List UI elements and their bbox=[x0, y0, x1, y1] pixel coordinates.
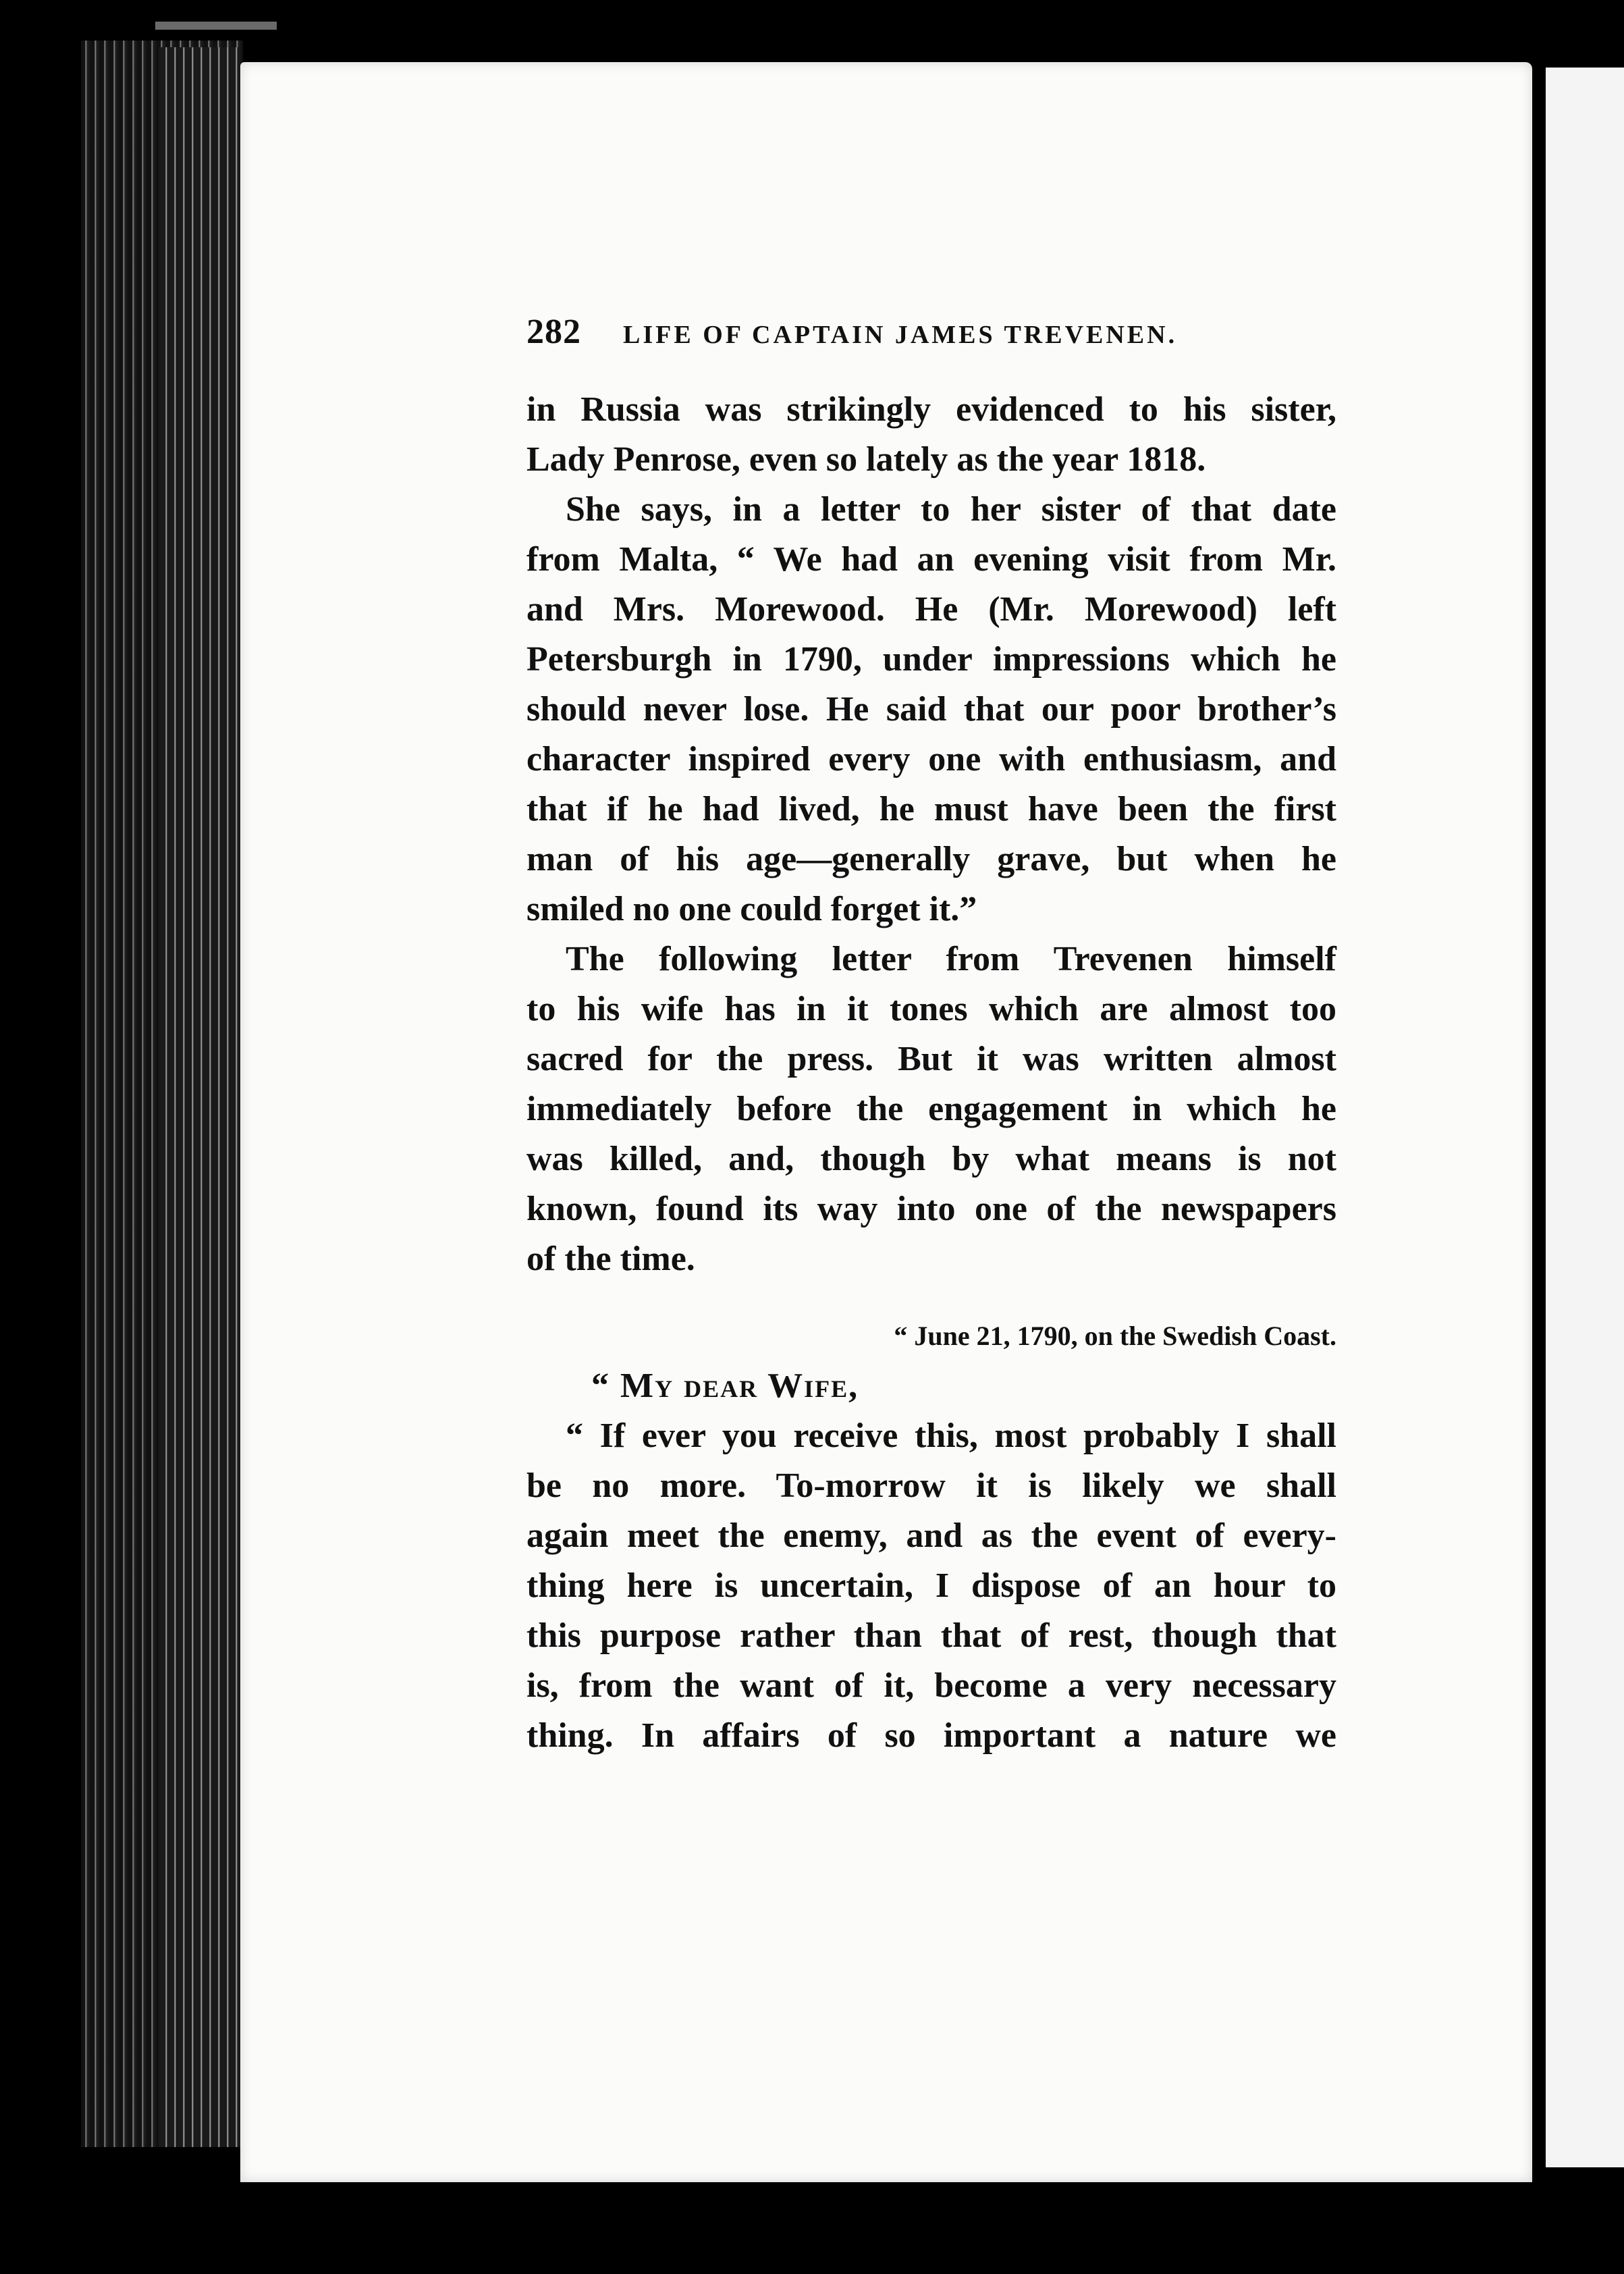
running-title: LIFE OF CAPTAIN JAMES TREVENEN. bbox=[623, 321, 1178, 349]
book-page-edges-highlight bbox=[159, 47, 240, 2147]
page-header bbox=[526, 312, 1336, 359]
text-line: be no more. To-morrow it is likely we shall bbox=[526, 1466, 1336, 1505]
text-line: and Mrs. Morewood. He (Mr. Morewood) left bbox=[526, 590, 1336, 629]
text-line: was killed, and, though by what means is not bbox=[526, 1140, 1336, 1178]
text-line: that if he had lived, he must have been the first bbox=[526, 790, 1336, 828]
letter-salutation: “ My dear Wife, bbox=[591, 1367, 859, 1405]
text-line: thing here is uncertain, I dispose of an hour to bbox=[526, 1566, 1336, 1605]
page-number: 282 bbox=[526, 313, 581, 351]
text-line: should never lose. He said that our poor brother’s bbox=[526, 690, 1336, 729]
text-line: The following letter from Trevenen himself bbox=[566, 940, 1336, 978]
text-line: known, found its way into one of the newspapers bbox=[526, 1190, 1336, 1228]
text-line: in Russia was strikingly evidenced to his sister, bbox=[526, 390, 1336, 429]
text-line: of the time. bbox=[526, 1240, 695, 1278]
text-line: to his wife has in it tones which are almost too bbox=[526, 990, 1336, 1028]
facing-page-edge bbox=[1542, 68, 1624, 2167]
text-line: this purpose rather than that of rest, though that bbox=[526, 1616, 1336, 1655]
text-line: man of his age—generally grave, but when he bbox=[526, 840, 1336, 878]
text-line: smiled no one could forget it.” bbox=[526, 890, 977, 928]
text-line: again meet the enemy, and as the event of every- bbox=[526, 1516, 1336, 1555]
book-top-edge bbox=[155, 22, 277, 30]
text-line: character inspired every one with enthusiasm, and bbox=[526, 740, 1336, 778]
text-line: is, from the want of it, become a very necessary bbox=[526, 1666, 1336, 1705]
letter-dateline: “ June 21, 1790, on the Swedish Coast. bbox=[894, 1321, 1336, 1351]
text-line: She says, in a letter to her sister of that date bbox=[566, 490, 1336, 529]
text-line: immediately before the engagement in which he bbox=[526, 1090, 1336, 1128]
text-line: “ If ever you receive this, most probably I shall bbox=[566, 1417, 1336, 1455]
page-body bbox=[526, 385, 1336, 1761]
text-line: Petersburgh in 1790, under impressions which he bbox=[526, 640, 1336, 679]
text-line: thing. In affairs of so important a nature we bbox=[526, 1716, 1336, 1755]
text-line: Lady Penrose, even so lately as the year 1818. bbox=[526, 440, 1206, 479]
text-line: sacred for the press. But it was written almost bbox=[526, 1040, 1336, 1078]
text-line: from Malta, “ We had an evening visit from Mr. bbox=[526, 540, 1336, 579]
